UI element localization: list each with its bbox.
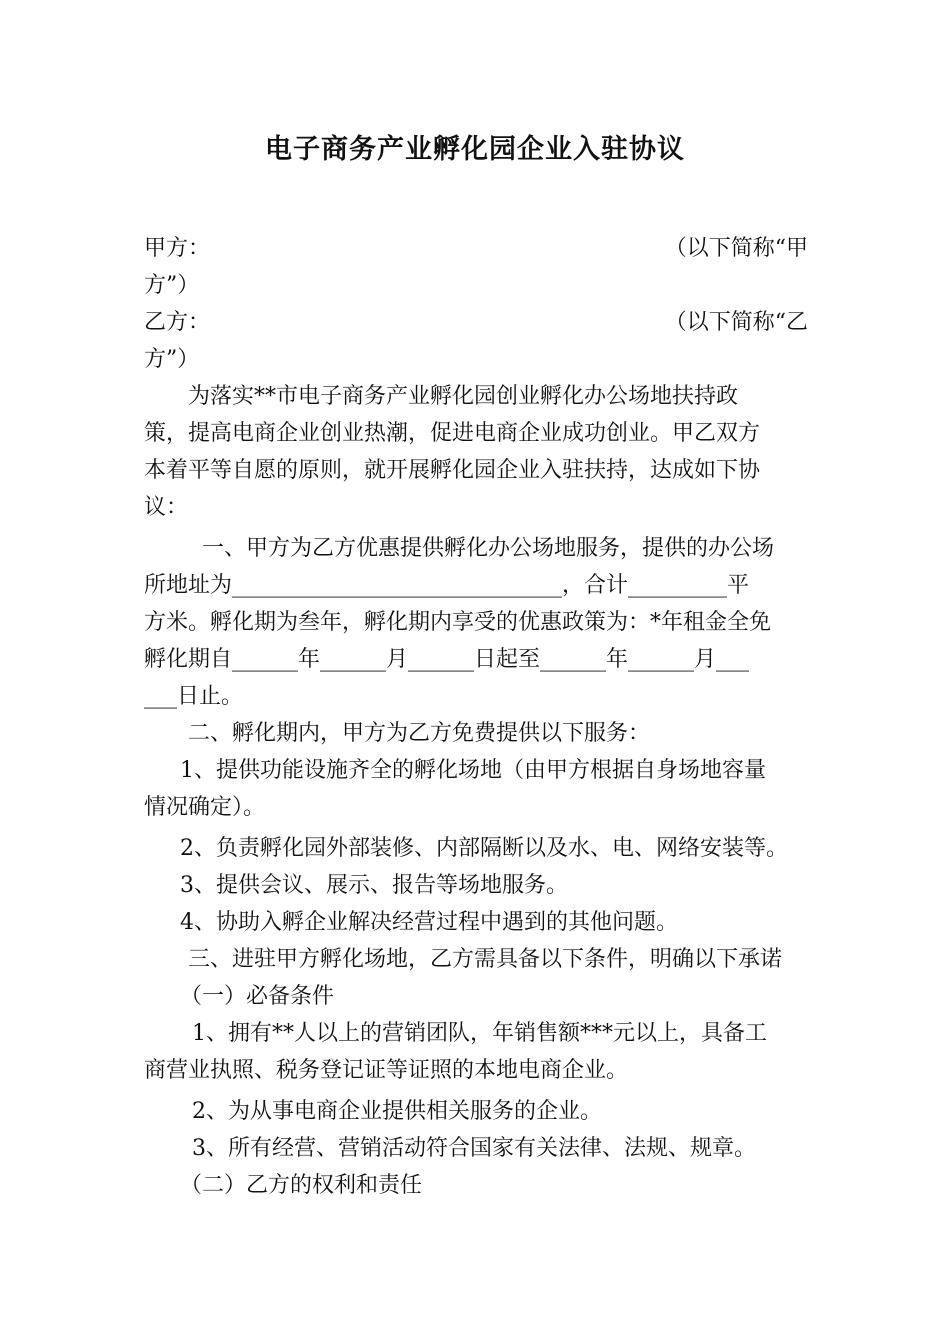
intro-line: 本着平等自愿的原则，就开展孵化园企业入驻扶持，达成如下协 (144, 458, 761, 483)
document-title: 电子商务产业孵化园企业入驻协议 (265, 134, 685, 165)
party-b-label: 乙方： (144, 310, 211, 335)
party-b-abbr-end: 方”） (144, 347, 200, 372)
section1-line: 孵化期自______年______月______日起至______年______月___ (144, 647, 750, 672)
intro-line: 策，提高电商企业创业热潮，促进电商企业成功创业。甲乙双方 (144, 421, 761, 446)
intro-line: 为落实**市电子商务产业孵化园创业孵化办公场地扶持政 (188, 384, 739, 409)
section3-item: 1、拥有**人以上的营销团队，年销售额***元以上，具备工 (192, 1021, 767, 1046)
section3-heading: 三、进驻甲方孵化场地，乙方需具备以下条件，明确以下承诺 (188, 947, 783, 972)
party-a-label: 甲方： (144, 236, 211, 261)
party-a-abbr: （以下简称“甲 (664, 236, 808, 261)
section3-subheading: （二）乙方的权利和责任 (180, 1173, 423, 1198)
section3-item: 3、所有经营、营销活动符合国家有关法律、法规、规章。 (192, 1136, 756, 1161)
section1-line: 所地址为______________________________，合计_________平 (144, 573, 750, 598)
party-b-line (144, 304, 808, 341)
section2-item: 情况确定）。 (144, 795, 266, 820)
section1-line: ___日止。 (144, 684, 244, 709)
section3-subheading: （一）必备条件 (180, 984, 335, 1009)
section3-item: 2、为从事电商企业提供相关服务的企业。 (192, 1099, 602, 1124)
section2-item: 3、提供会议、展示、报告等场地服务。 (180, 873, 568, 898)
party-a-line (144, 230, 808, 267)
party-b-abbr: （以下简称“乙 (664, 310, 808, 335)
intro-line: 议： (144, 495, 189, 520)
section2-item: 1、提供功能设施齐全的孵化场地（由甲方根据自身场地容量 (180, 758, 766, 783)
section2-heading: 二、孵化期内，甲方为乙方免费提供以下服务： (188, 721, 651, 746)
document-body (144, 230, 808, 1204)
section1-line: 一、甲方为乙方优惠提供孵化办公场地服务，提供的办公场 (202, 536, 775, 561)
section2-item: 4、协助入孵企业解决经营过程中遇到的其他问题。 (180, 910, 678, 935)
section2-item: 2、负责孵化园外部装修、内部隔断以及水、电、网络安装等。 (180, 836, 788, 861)
party-a-abbr-end: 方”） (144, 273, 200, 298)
section3-item: 商营业执照、税务登记证等证照的本地电商企业。 (144, 1058, 629, 1083)
section1-line: 方米。孵化期为叁年，孵化期内享受的优惠政策为：*年租金全免 (144, 610, 772, 635)
